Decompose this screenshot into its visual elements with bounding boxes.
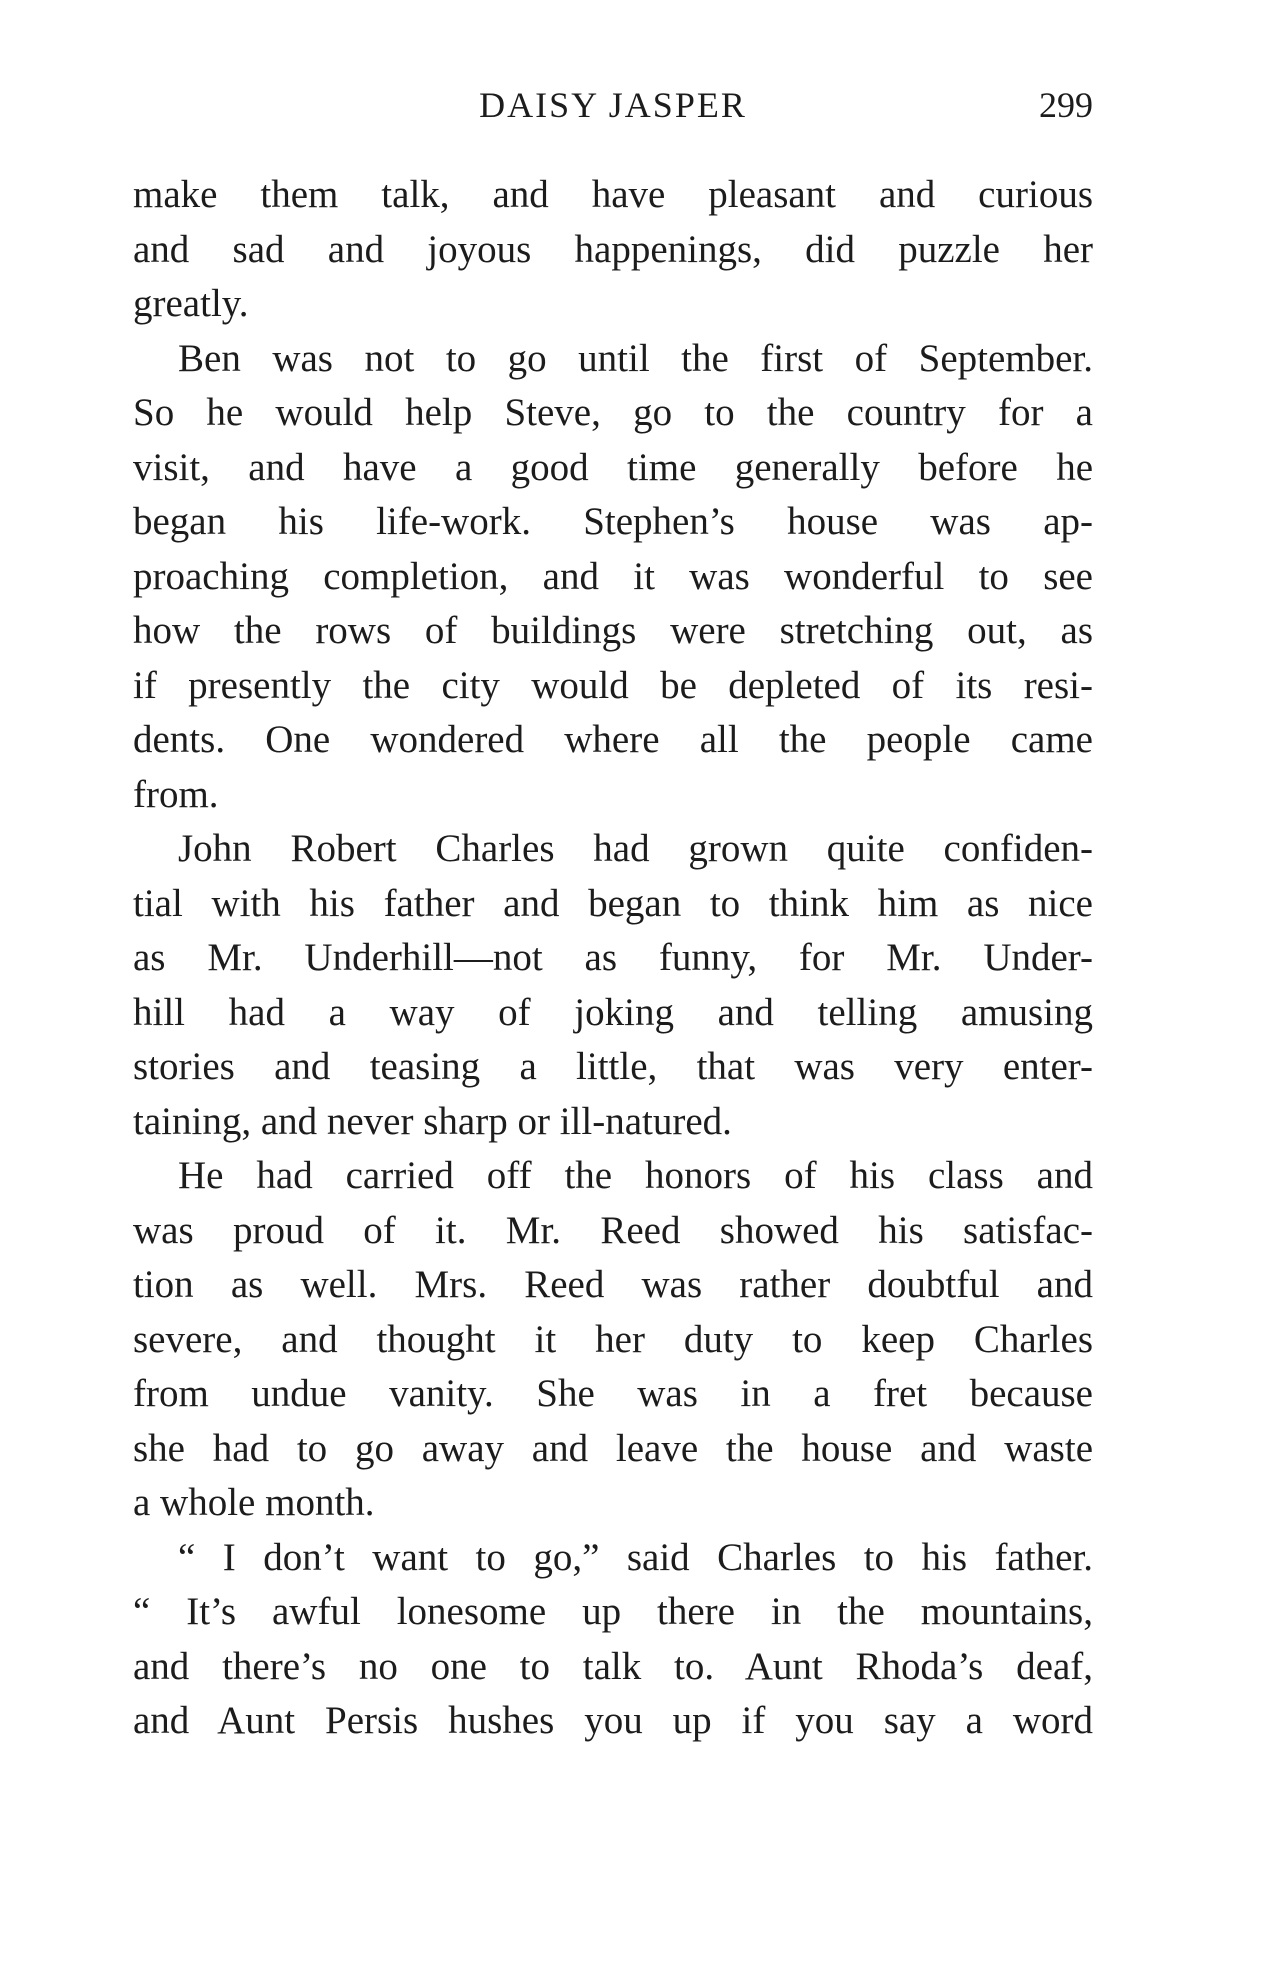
text-line: stories and teasing a little, that was very enter- <box>133 1045 1093 1088</box>
text-line: So he would help Steve, go to the country for a <box>133 391 1093 434</box>
text-line: and there’s no one to talk to. Aunt Rhoda’s deaf, <box>133 1644 1093 1688</box>
text-line: if presently the city would be depleted of its resi- <box>133 663 1093 707</box>
text-line: and Aunt Persis hushes you up if you say a word <box>133 1699 1093 1742</box>
text-line: Ben was not to go until the first of September. <box>178 336 1093 380</box>
text-line: severe, and thought it her duty to keep Charles <box>133 1317 1093 1361</box>
text-line: make them talk, and have pleasant and curious <box>133 173 1093 216</box>
text-line: John Robert Charles had grown quite confiden- <box>178 827 1093 870</box>
text-line: proaching completion, and it was wonderful to see <box>133 554 1093 598</box>
text-line: tial with his father and began to think him as nice <box>133 881 1093 925</box>
page-number: 299 <box>1039 85 1093 125</box>
running-head <box>133 80 1093 130</box>
text-line: began his life-work. Stephen’s house was ap- <box>133 500 1093 543</box>
text-line: from. <box>133 772 219 816</box>
text-line: “ It’s awful lonesome up there in the mountains, <box>133 1590 1093 1633</box>
text-line: visit, and have a good time generally before he <box>133 445 1093 489</box>
text-line: she had to go away and leave the house and waste <box>133 1426 1093 1470</box>
text-line: hill had a way of joking and telling amusing <box>133 990 1093 1034</box>
text-line: and sad and joyous happenings, did puzzle her <box>133 227 1093 271</box>
text-line: He had carried off the honors of his class and <box>178 1154 1093 1197</box>
text-line: a whole month. <box>133 1481 375 1524</box>
running-title: DAISY JASPER <box>479 85 747 125</box>
text-line: how the rows of buildings were stretching out, as <box>133 609 1093 652</box>
text-line: as Mr. Underhill—not as funny, for Mr. Under- <box>133 936 1093 979</box>
text-line: taining, and never sharp or ill-natured. <box>133 1099 732 1143</box>
text-line: tion as well. Mrs. Reed was rather doubtful and <box>133 1263 1093 1306</box>
text-line: “ I don’t want to go,” said Charles to his father. <box>178 1535 1093 1579</box>
body-text <box>133 168 1093 1749</box>
text-line: dents. One wondered where all the people came <box>133 718 1093 761</box>
text-line: greatly. <box>133 282 249 325</box>
text-line: from undue vanity. She was in a fret because <box>133 1372 1093 1415</box>
text-line: was proud of it. Mr. Reed showed his satisfac- <box>133 1208 1093 1252</box>
